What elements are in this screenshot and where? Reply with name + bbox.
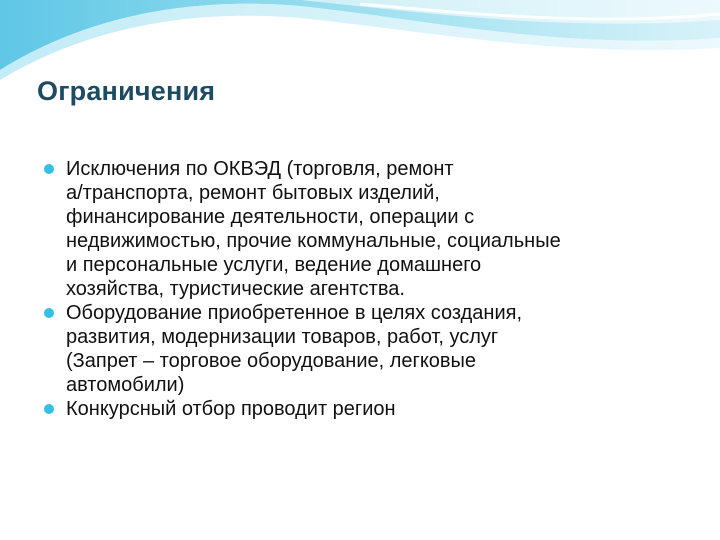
bullet-dot-icon [44,308,54,318]
bullet-item [44,157,704,301]
bullet-item [44,301,704,397]
bullet-line: Конкурсный отбор проводит регион [66,398,396,420]
bullet-text [66,301,704,397]
bullet-dot-icon [44,164,54,174]
bullet-text [66,157,704,301]
bullet-line: финансирование деятельности, операции с [66,206,475,228]
bullet-list [44,157,704,421]
bullet-line: и персональные услуги, ведение домашнего [66,254,482,276]
bullet-dot-icon [44,404,54,414]
bullet-line: автомобили) [66,374,185,396]
slide-title: Ограничения [37,76,216,106]
bullet-line: недвижимостью, прочие коммунальные, социальные [66,230,561,252]
bullet-text [66,397,704,421]
bullet-line: хозяйства, туристические агентства. [66,278,405,300]
bullet-item [44,397,704,421]
bullet-line: а/транспорта, ремонт бытовых изделий, [66,182,440,204]
bullet-line: развития, модернизации товаров, работ, услуг [66,326,499,348]
bullet-line: Оборудование приобретенное в целях создания, [66,302,522,324]
bullet-line: (Запрет – торговое оборудование, легковые [66,350,477,372]
bullet-line: Исключения по ОКВЭД (торговля, ремонт [66,158,454,180]
